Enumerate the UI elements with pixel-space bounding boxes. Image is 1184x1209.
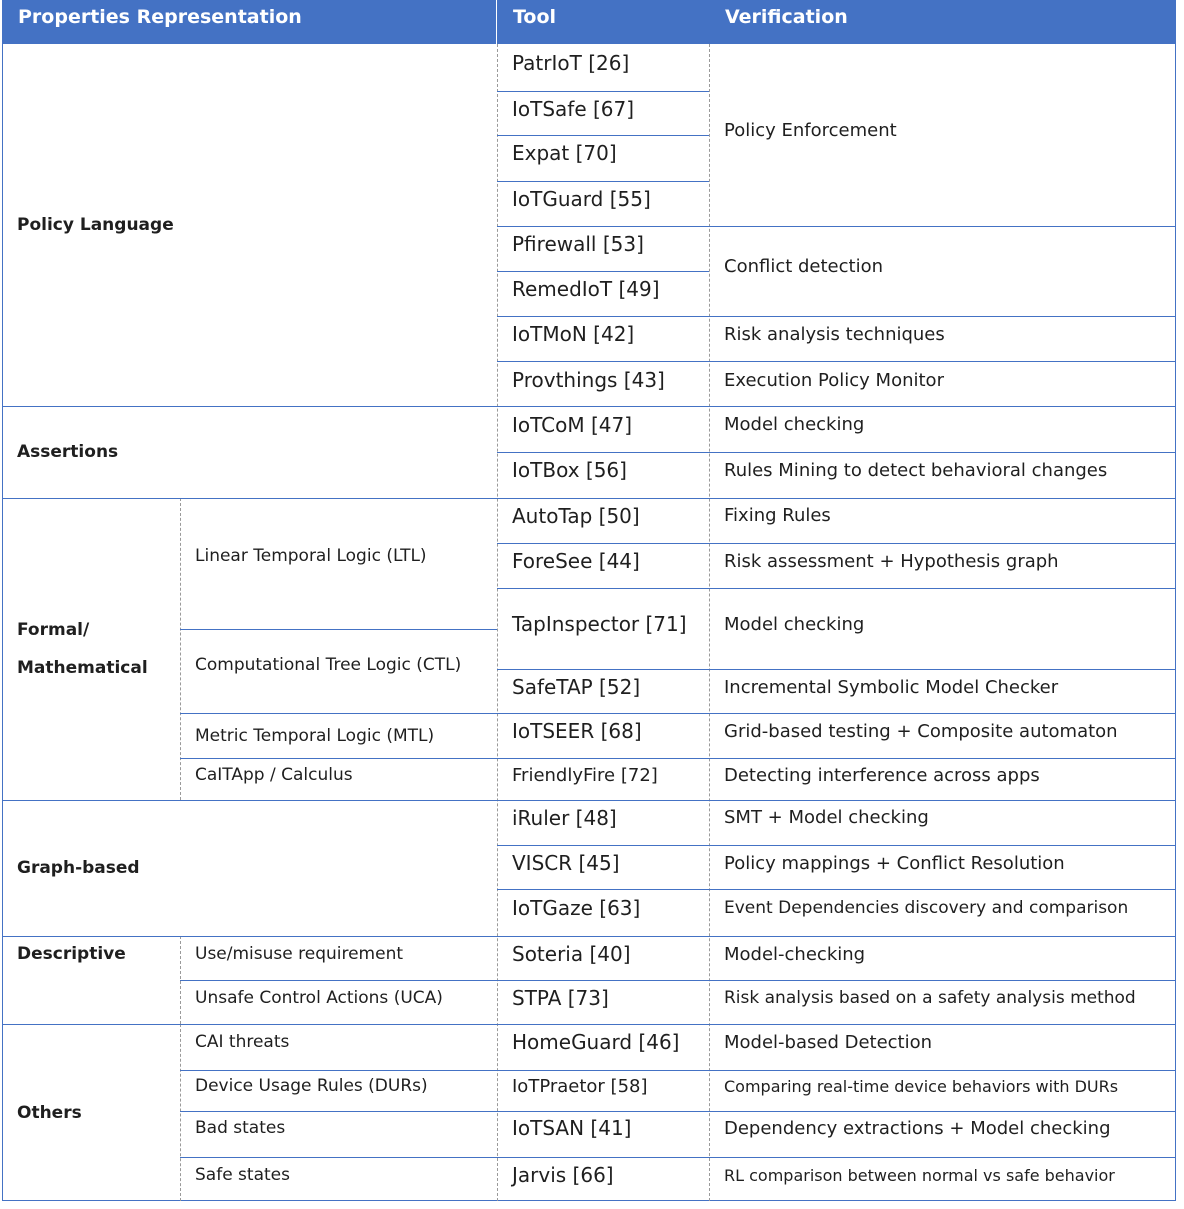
tool-cell: ForeSee [44] xyxy=(512,549,640,573)
tool-cell: IoTGuard [55] xyxy=(512,187,651,211)
verification-cell: Comparing real-time device behaviors with DURs xyxy=(724,1076,1119,1096)
verification-cell: Fixing Rules xyxy=(724,505,831,526)
verification-cell: RL comparison between normal vs safe behavior xyxy=(724,1165,1115,1185)
verification-cell: Risk analysis techniques xyxy=(724,323,945,345)
tool-cell: Pfirewall [53] xyxy=(512,231,644,256)
verification-cell: Risk analysis based on a safety analysis method xyxy=(724,988,1136,1008)
tool-cell: IoTGaze [63] xyxy=(512,896,641,920)
verification-cell: Event Dependencies discovery and comparison xyxy=(724,898,1129,918)
tool-cell: IoTPraetor [58] xyxy=(512,1075,648,1097)
subcategory-ctl: Computational Tree Logic (CTL) xyxy=(195,655,462,675)
tool-cell: Provthings [43] xyxy=(512,368,665,392)
verification-cell: Grid-based testing + Composite automaton xyxy=(724,720,1118,742)
verification-cell: Risk assessment + Hypothesis graph xyxy=(724,550,1059,572)
tool-cell: FriendlyFire [72] xyxy=(512,764,658,786)
category-policy-language: Policy Language xyxy=(17,215,174,235)
tool-cell: PatrIoT [26] xyxy=(512,51,630,75)
tool-cell: TapInspector [71] xyxy=(512,612,687,636)
category-graph-based: Graph-based xyxy=(17,858,140,878)
subcategory-mtl: Metric Temporal Logic (MTL) xyxy=(195,725,435,746)
tool-cell: Jarvis [66] xyxy=(512,1163,614,1187)
category-others: Others xyxy=(17,1102,82,1123)
verification-cell: Conflict detection xyxy=(724,255,884,277)
verification-cell: Model checking xyxy=(724,413,865,435)
verification-cell: Execution Policy Monitor xyxy=(724,369,944,391)
subcategory-calculus: CaITApp / Calculus xyxy=(195,765,353,785)
category-formal-line2: Mathematical xyxy=(17,658,148,678)
verification-cell: Dependency extractions + Model checking xyxy=(724,1117,1111,1139)
tool-cell: AutoTap [50] xyxy=(512,503,640,528)
header-verification: Verification xyxy=(709,0,1176,44)
verification-cell: Model-based Detection xyxy=(724,1031,933,1053)
tool-cell: Soteria [40] xyxy=(512,942,631,966)
verification-cell: SMT + Model checking xyxy=(724,807,929,828)
subcategory-ltl: Linear Temporal Logic (LTL) xyxy=(195,546,427,566)
subcategory-durs: Device Usage Rules (DURs) xyxy=(195,1076,428,1096)
category-assertions: Assertions xyxy=(17,442,119,462)
tool-cell: IoTSafe [67] xyxy=(512,96,635,121)
tool-cell: IoTMoN [42] xyxy=(512,322,635,346)
tool-cell: STPA [73] xyxy=(512,986,609,1010)
header-properties-representation: Properties Representation xyxy=(2,0,496,44)
tool-cell: IoTSAN [41] xyxy=(512,1116,632,1140)
tool-cell: RemedIoT [49] xyxy=(512,277,660,301)
header-tool: Tool xyxy=(497,0,709,44)
subcategory-use-misuse: Use/misuse requirement xyxy=(195,944,404,964)
verification-cell: Detecting interference across apps xyxy=(724,764,1040,786)
subcategory-safe-states: Safe states xyxy=(195,1165,290,1185)
tool-cell: IoTSEER [68] xyxy=(512,719,642,743)
subcategory-cai-threats: CAI threats xyxy=(195,1032,290,1052)
tool-cell: HomeGuard [46] xyxy=(512,1030,680,1054)
category-formal-mathematical xyxy=(2,498,180,800)
verification-cell: Model checking xyxy=(724,613,865,635)
category-descriptive: Descriptive xyxy=(17,944,126,964)
tool-cell: Expat [70] xyxy=(512,141,617,165)
tool-cell: iRuler [48] xyxy=(512,805,617,830)
verification-cell: Incremental Symbolic Model Checker xyxy=(724,676,1059,698)
tool-cell: VISCR [45] xyxy=(512,851,620,875)
tool-cell: IoTCoM [47] xyxy=(512,413,633,437)
category-formal-line1: Formal/ xyxy=(17,620,90,640)
verification-cell: Policy mappings + Conflict Resolution xyxy=(724,852,1065,874)
subcategory-bad-states: Bad states xyxy=(195,1118,286,1138)
subcategory-uca: Unsafe Control Actions (UCA) xyxy=(195,988,443,1008)
tool-cell: SafeTAP [52] xyxy=(512,675,641,699)
tool-cell: IoTBox [56] xyxy=(512,458,627,482)
verification-cell: Model-checking xyxy=(724,943,866,965)
verification-cell: Rules Mining to detect behavioral changes xyxy=(724,459,1108,481)
verification-cell: Policy Enforcement xyxy=(724,119,897,141)
